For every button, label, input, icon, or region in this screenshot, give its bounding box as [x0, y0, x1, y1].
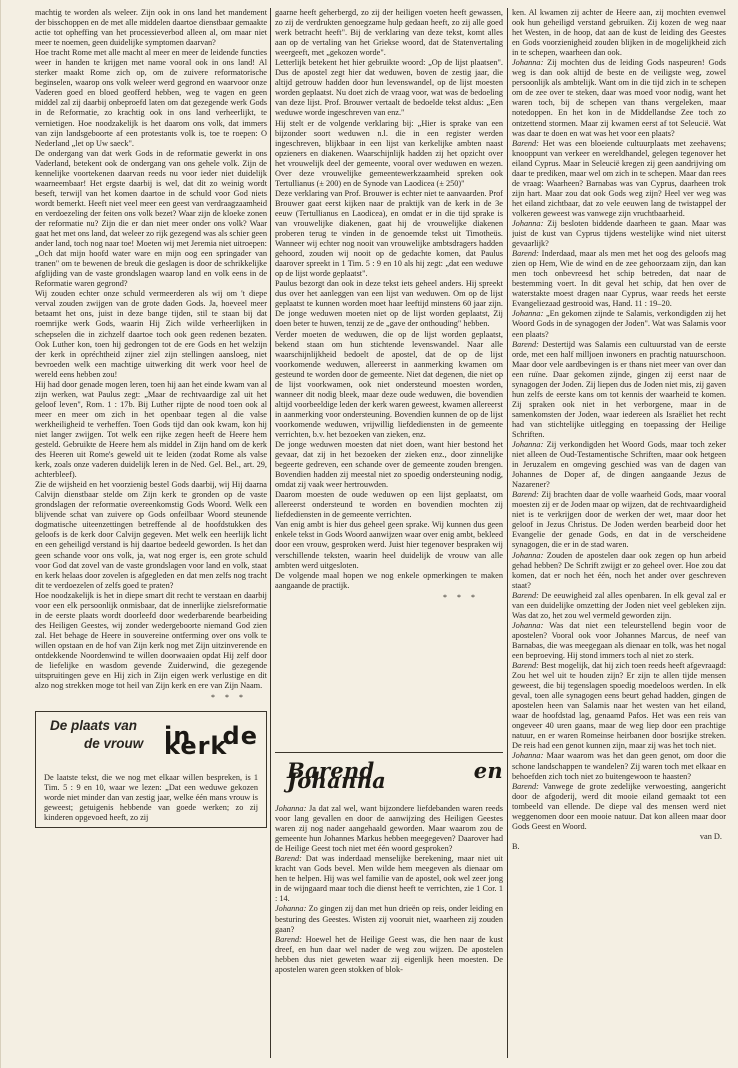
dialog-text: Zouden de apostelen daar ook zegen op hun arbeid gehad hebben? De Schrift zwijgt er zo geheel over. Hoe zou dat komen, dat er noch het één, noch het ander over geschreven staat? — [512, 550, 726, 590]
paragraph: Verder moeten de weduwen, die op de lijst worden geplaatst, bekend staan om hun stichtende levenswandel. Naar alle waarschijnlijkheid bedoelt de apostel, dat de op de lijst voorkomende weduwen, allereerst in aanmerking kwamen om gesteund te worden door de gemeente. Niet dat degenen, die niet op de lijst voorkwamen, ook niet ondersteund moesten worden, wanneer dit nodig bleek, maar deze oude weduwen, die bovendien altijd voorbeeldige leden der kerk waren geweest, kwamen allereerst in aanmerking voor ondersteuning. Bovendien kunnen de op de lijst voorkomende weduwen, vrijwillig liefdediensten in de gemeente verrichten, b.v. het bezoeken van zieken, enz. — [275, 329, 503, 439]
paragraph: De ondergang van dat werk Gods in de reformatie gewerkt in ons Vaderland, betekent ook de ondergang van ons gehele volk. Zijn de kennelijke voortekenen daarvan reeds nu voor ieder niet duidelijk waarneembaar! Het ergste daarbij is wel, dat dit zo weinig wordt beseft, terwijl van het komen daartoe in de schuld voor God niets wordt bemerkt. Heeft niet veel meer een geest van verdraagzaamheid en verdoezeling der feiten ons volk bezet? Waar zijn de kloeke zonen der reformatie nu? Zijn die er dan niet meer onder ons volk? Waar gaat het met ons land, dat weleer zo rijk gezegend was als schier geen ander land, toch nog naar toe! Moeten wij met Jeremia niet uitroepen: „Och dat mijn hoofd water ware en mijn oog een springader van tranen" om te bewenen de breuk die geslagen is door de schrikkelijke afglijding van de vaste grondslagen waarop land en volk eens in de Reformatie waren gegrond? — [35, 148, 267, 289]
dialog-line — [512, 782, 726, 832]
speaker: Barend: — [275, 934, 302, 944]
dialog-line — [512, 309, 726, 339]
dialog-line — [275, 854, 503, 904]
dialog-line — [512, 621, 726, 661]
paragraph: machtig te worden als weleer. Zijn ook in ons land het mandement der bisschoppen en de met alle middelen daartoe dienstbaar gemaakte actie tot opheffing van het processieverbod alleen al, om maar niet meer te noemen, geen duidelijke symptomen daarvan? — [35, 8, 267, 48]
dialog-line — [275, 904, 503, 934]
speaker: Barend: — [512, 490, 539, 500]
column-left — [35, 8, 267, 1058]
dialog-text: Zij besloten biddende daarheen te gaan. Maar was juist de kust van Cyprus tijdens westelijke wind niet uiterst gevaarlijk? — [512, 218, 726, 249]
column-right — [512, 8, 726, 1058]
dialog-line — [512, 440, 726, 490]
signature-initial: B. — [512, 841, 520, 851]
article-text: De laatste tekst, die we nog met elkaar willen bespreken, is 1 Tim. 5 : 9 en 10, waar we lezen: „Dat een weduwe gekozen worde niet minder dan van zestig jaar, welke één mans vrouw is geweest; getuigenis hebbende van goede werken; zo zij kinderen opgevoed heeft, zo zij — [44, 773, 258, 823]
headline-text: Barend en Johanna — [287, 758, 503, 794]
speaker: Johanna: — [275, 804, 307, 813]
section-separator-stars: * * * — [211, 693, 247, 703]
dialog-text: Zij brachten daar de volle waarheid Gods, maar vooral moesten zij er de Joden maar op wijzen, dat de rechtvaardigheid niet is te verkrijgen door de werken der wet, maar door het geloof in Jezus Christus. De Joden werden bearbeid door het Evangelie der genade Gods, en dat in de verscheidene synagogen, die er in de stad waren. — [512, 490, 726, 550]
speaker: Barend: — [512, 781, 539, 791]
dialog-line — [512, 219, 726, 249]
paragraph: De volgende maal hopen we nog enkele opmerkingen te maken aangaande de practijk. — [275, 570, 503, 590]
speaker: Barend: — [512, 339, 539, 349]
paragraph: Daarom moesten de oude weduwen op een lijst geplaatst, om allereerst ondersteund te worden en bovendien mochten zij liefdediensten in de gemeente verrichten. — [275, 490, 503, 520]
speaker: Barend: — [275, 854, 302, 864]
dialog-text: Inderdaad, maar als men met het oog des geloofs mag zien op Hem, Wie de wind en de zee gehoorzaam zijn, dan kan men toch onbevreesd het schip betreden, dat naar de bestemming voert. In dit geval het schip, dat hen over de waterstakte moest dragen naar Cyprus, waar reeds het eerste Evangeliezaad gestrooid was, Hand. 11 : 19–20. — [512, 249, 726, 309]
paragraph: Zie de wijsheid en het voorzienig bestel Gods daarbij, wij Hij daarna Calvijn dienstbaar stelde om Zijn kerk te gronden op de vaste grondslagen der reformatie overeenkomstig Gods Woord. Welk een blijvende schat van zuivere op Gods onfeilbaar Woord steunende dogmatische uiteenzettingen betreffende al de hoofdstukken des geloofs is de kerk door Calvijn gegeven. Met welk een heerlijk licht en een geheiligd verstand is hij daartoe bedeeld geworden. Is het dan geen schande voor ons volk, ja, wat nog erger is, een grote schuld voor God dat zovel van de vaste grondslagen voor land en volk, staat en kerk helaas door zovelen is afgegleden en dat men zelfs nog tracht dit te verdoezelen of zelfs goed te praten? — [35, 480, 267, 590]
dialog-text: Maar waarom was het dan geen genot, om door die schone landschappen te wandelen? Zij waren toch met elkaar en behoefden zich toch niet zo buitengewoon te haasten? — [512, 751, 726, 781]
paragraph: Hij had door genade mogen leren, toen hij aan het einde kwam van al zijn werken, wat Paulus zegt: „Maar de rechtvaardige zal uit het geloof leven", Rom. 1 : 17b. Bij Luther rijpte de nood toen ook al meer en meer om zich in het openbaar tegen al die valse werkheiligheid te verheffen. Toen Gods tijd dan ook kwam, kon hij niet langer zwijgen. Tot welk een rijke zegen heeft de Heere hem gesteld. Gebruikte de Heere hem als middel in Zijn hand om de kerk des Heeren uit Rome's geweld uit te leiden (zodat Rome als valse kerk, zoals onze vaderen duidelijk leren in de Ned. Gel. Bel., art. 29, achterbleef). — [35, 379, 267, 480]
dialog-section-start — [275, 756, 503, 1056]
paragraph: Letterlijk betekent het hier gebruikte woord: „Op de lijst plaatsen". Dus de apostel zegt hier dat weduwen, boven de zestig jaar, die altijd getrouw hadden door hun levenswandel, op de lijst moesten worden geplaatst. Nu doet zich de vraag voor, wat was de bedoeling van deze lijst. Prof. Brouwer vertaalt de bedoelde tekst aldus: „Een weduwe worde ingeschreven van enz." — [275, 58, 503, 118]
dialog-text: Zij mochten dus de leiding Gods naspeuren! Gods weg is dan ook altijd de beste en de veiligste weg, zowel persoonlijk als ambtelijk. Want om in die tijd zich in te schepen om de zee over te steken, daar was moed voor nodig, want het waren toch, bij de schepen van thans vergeleken, maar notedoppen. En het kon in de Middellandse Zee toch zo ontzettend stormen. Maar zij kwamen eerst af tot Seleucië. Wat was daar te doen en wat was het voor een plaats? — [512, 58, 726, 138]
dialog-line — [275, 804, 503, 854]
article-title-big: in de kerk — [164, 722, 258, 761]
dialog-text: „En gekomen zijnde te Salamis, verkondigden zij het Woord Gods in de synagogen der Joden". Wat was Salamis voor een plaats? — [512, 309, 726, 339]
speaker: Barend: — [512, 590, 539, 600]
dialog-text: Destertijd was Salamis een cultuurstad van de eerste orde, met een half milljoen inwoners en prachtig natuurschoon. Maar door vele aardbevingen is er thans niet meer van over dan een ruïne. Daar gekomen zijnde, gingen zij eerst naar de synagogen der Joden. Zij liepen dus de Joden niet mis, zij gaven hun zelfs de eerste kans om tot kennis der waarheid te komen. Zij spraken ook niet in het verborgene, maar in de samenkomsten der Joden, waar iedereen als Israëliet het recht had van stichtelijke uitlegging en toepassing der Heilige Schriften. — [512, 339, 726, 439]
article-box-vrouw — [35, 711, 267, 828]
speaker: Johanna: — [512, 751, 544, 761]
paragraph: Hij stelt er de volgende verklaring bij: „Hier is sprake van een bijzonder soort weduwen n.l. die in een register werden ingeschreven, blijkbaar in een lijst van kerkelijke ambten naast opzieners en diakenen. Waarschijnlijk hadden zij het opzicht over het vrouwelijk deel der gemeente, vooral over weduwen en wezen. Over deze vrouwelijke gemeentewerkzaamheid spreken ook Tertullianus (± 200) en de Synode van Laodicea (± 250)" — [275, 118, 503, 188]
speaker: Johanna: — [512, 440, 544, 450]
speaker: Johanna: — [512, 620, 544, 630]
headline-barend-johanna — [275, 756, 503, 804]
dialog-text: Zo gingen zij dan met hun drieën op reis, onder leiding en besturing des Geestes. Wisten zij vooruit niet, waarheen zij zouden gaan? — [275, 904, 503, 934]
dialog-line — [275, 935, 503, 975]
speaker: Johanna: — [512, 550, 544, 560]
speaker: Johanna: — [512, 309, 544, 319]
paragraph: Hoe tracht Rome met alle macht al meer en meer de leidende functies weer in handen te krijgen met name vooral ook in ons land! Al sterker maakt Rome zich op, om de zuivere reformatorische beginselen, waarop ons volk weleer werd gegrond en waarvoor onze Vaderen goed en bloed geofferd hebben, weg te vagen en geen middel zal zij daarbij onbeproefd laten om dat gezegende werk Gods in de Reformatie, zo krachtig ook in ons land verheerlijkt, te vernietigen. Hoe noodzakelijk is het daarom ons volk, dat immers van zijn landsgeboorte af een protestants volk is, toe te roepen: O Nederland „let op Uw saeck". — [35, 48, 267, 148]
dialog-text: Zij verkondigden het Woord Gods, maar toch zeker niet alleen de Oud-Testamentische Schriften, maar ook hetgeen in Jeruzalem en omgeving geschied was van de dagen van Johannes de Doper af, de dingen aangaande Jezus de Nazarener? — [512, 440, 726, 490]
speaker: Johanna: — [512, 58, 544, 68]
article-title-line1: De plaats van — [50, 718, 138, 734]
column-divider-1 — [270, 8, 271, 1058]
paragraph: Wij zouden echter onze schuld vermeerderen als wij om 't diepe verval zouden zwijgen van de grote daden Gods. Ja, hoeveel meer betaamt het ons, juist in deze bange tijden, stil te staan bij dat roemrijke werk Gods, waarin Hij Zich wilde verheerlijken in schepselen die in zichzelf daartoe toch ook geen redenen bezaten. Ook Luther kon, toen hij gedrongen tot de ere Gods en het welzijn der kerk in opréchtheid zijner ziel zijn stellingen aansloeg, niet bevroeden welk een machtige uitwerking dit werk voor heel de wereld eens hebben zou! — [35, 289, 267, 379]
speaker: Johanna: — [512, 218, 544, 228]
dialog-line — [512, 58, 726, 138]
paragraph: ken. Al kwamen zij achter de Heere aan, zij mochten evenwel ook hun geheiligd verstand gebruiken. Zij kozen de weg naar het Westen, in de hoop, dat aan de kust de leiding des Geestes en Gods voorzienigheid zouden blijken in de mogelijkheid zich in te schepen, waarheen dan ook. — [512, 8, 726, 58]
paragraph: Paulus bezorgt dan ook in deze tekst iets geheel anders. Hij spreekt dus over het aanleggen van een lijst van weduwen. Om op de lijst geplaatst te kunnen worden moet haar leeftijd minstens 60 jaar zijn. De jonge weduwen moeten niet op de lijst worden geplaatst, Zij doen beter te huwen, tenzij ze de „gave der onthouding" hebben. — [275, 279, 503, 329]
speaker: Barend: — [512, 249, 539, 259]
paragraph: gaarne heeft geherbergd, zo zij der heiligen voeten heeft gewassen, zo zij de verdrukten genoegzame hulp gedaan heeft, zo zij alle goed werk betracht heeft". Bij de verklaring van deze tekst, komt alles aan op de vertaling van het Griekse woord, dat de Statenvertaling weergeeft, met „gekozen worde". — [275, 8, 503, 58]
speaker: Barend: — [512, 138, 539, 148]
article-title — [44, 718, 258, 773]
dialog-text: Ja dat zal wel, want bijzondere liefdebanden waren reeds voor lang gevallen en door de aanwijzing des Heiligen Geestes waren zij nog nader aangehaald geworden. Maar waarom zou de gemeente hun Johannes Markus hebben meegegeven? Daarover had de Heilige Geest toch niet met één woord gesproken? — [275, 804, 503, 854]
dialog-text: Dat was inderdaad menselijke berekening, maar niet uit kracht van Gods bevel. Men wilde hem meegeven als dienaar om hen te helpen. Hij was wel familie van de apostel, ook wel zeer jong in de wijngaard maar toch die dienst heeft te verrichten, zie 1 Cor. 1 : 14. — [275, 854, 503, 904]
speaker: Johanna: — [275, 904, 307, 914]
dialog-line — [512, 340, 726, 440]
dialog-line — [512, 591, 726, 621]
dialog-line — [512, 751, 726, 781]
dialog-line — [512, 551, 726, 591]
dialog-line — [512, 139, 726, 219]
dialog-line — [512, 249, 726, 309]
speaker: Barend: — [512, 661, 539, 671]
dialog-text: Het was een bloeiende cultuurplaats met zeehavens; knooppunt van verkeer en wereldhandel, gelegen tegenover het eiland Cyprus. Maar in Seleucië kregen zij geen aandrijving om daar te prediken, maar wel om zich in te schepen. Maar dan rees de vraag: Waarheen? Barnabas was van Cyprus, daarheen trok zijn hart. Maar zou dat ook Gods weg zijn? Heel ver weg was het eiland zichtbaar, dat zo vele eeuwen lang de twistappel der volkeren geweest was vanwege zijn vruchtbaarheid. — [512, 138, 726, 218]
paragraph: Hoe noodzakelijk is het in diepe smart dit recht te verstaan en daarbij voor een elk persoonlijk onmisbaar, dat de innerlijke zielsreformatie in de eerste plaats wordt doorleefd door wederbarende bearbeiding des Heiligen Geestes, wij zonder wedergeboorte niemand God zien zal. Het behage de Heere in souvereine ontferming over ons volk te willen opstaan en de hof van Zijn kerk nog met Zijn uitzinverende en ontdekkende Noordenwind te willen doorwaaien opdat Hij zelf door de liefelijke en wasdom gevende Zuiderwind, die gezegende uitspruitingen geve en Hij zich in Zijn eigen werk verlustige en dit alzo nog strekken moge tot heil van Zijn kerk en ere van Zijn Naam. — [35, 590, 267, 691]
dialog-text: Hoewel het de Heilige Geest was, die hen naar de kust dreef, en hun daar wel nader de weg zou wijzen. De apostelen hebben dus niet geweten waar zij eigenlijk heen moesten. De apostelen waren geen stokken of blok- — [275, 934, 503, 974]
column-divider-2 — [507, 8, 508, 1058]
dialog-text: Best mogelijk, dat hij zich toen reeds heeft afgevraagd: Zou het wel uit te houden zijn? Er zijn te allen tijde mensen geweest, die bij tegenslagen spoedig moedeloos werden. In elk geval, toen alle synagogen eens beurt gehad hadden, gingen de apostelen heen van Salamis naar het westen van het eiland, waar de hoofdstad lag, genaamd Pafos. Het was een reis van ongeveer 40 uren gaans, maar de weg liep door een prachtige natuur, en er waren Romeinse heirbanen door bosrijke streken. De reis had een genot kunnen zijn, maar zij was het toch niet. — [512, 661, 726, 751]
signature-name: van D. — [699, 831, 722, 841]
article-title-line2: de vrouw — [84, 736, 144, 752]
paragraph: Van enig ambt is hier dus geheel geen sprake. Wij kunnen dus geen enkele tekst in Gods Woord aanwijzen waar over enig ambt, bekleed door een vrouw, gesproken werd. Juist hier tegenover bespraken wij verschillende teksten, waarin heel duidelijk de vrouw van alle ambten werd uitgesloten. — [275, 520, 503, 570]
paragraph: Deze verklaring van Prof. Brouwer is echter niet te aanvaarden. Prof Brouwer gaat eerst kijken naar de praktijk van de kerk in de 3e eeuw (Tertullianus en Laodicea), en omdat er in die tijd sprake is van vrouwelijke diakenen, gaat hij de vrouwelijke diakenen proberen terug te vinden in de genoemde tekst uit Timotheüs. Wanneer wij echter nog nooit van vrouwelijke ambtsdragers hadden gehoord, zouden wij nooit op de gedachte komen, dat Paulus daarover spreekt in 1 Tim. 5 : 9 en 10 als hij zegt: „dat een weduwe op de lijst worde geplaatst". — [275, 188, 503, 279]
dialog-line — [512, 490, 726, 550]
section-rule — [275, 752, 503, 753]
dialog-text: Was dat niet een teleurstellend begin voor de apostelen? Vooral ook voor Johannes Marcus, de neef van Barnabas, die was meegegaan als dienaar en tolk, was het nogal een beproeving. Hij stond immers toch al niet zo sterk. — [512, 620, 726, 660]
section-separator-stars: * * * — [443, 592, 479, 602]
dialog-text: De eeuwigheid zal alles openbaren. In elk geval zal er van een duidelijke omzetting der Joden niet veel gebleken zijn. Was dat zo, het zou wel vermeld geworden zijn. — [512, 590, 726, 620]
dialog-line — [512, 661, 726, 751]
column-middle — [275, 8, 503, 748]
paragraph: De jonge weduwen moesten dat niet doen, want hier bestond het gevaar, dat zij in het bezoeken der zieken enz., door zinnelijke begeerte gedreven, een schande over de gemeente zouden brengen. Bovendien hadden zij meestal niet zo spoedig ondersteuning nodig, omdat zij vaak weer hertrouwden. — [275, 440, 503, 490]
dialog-text: Vanwege de grote zedelijke verwoesting, aangericht door de afgoderij, werd dit mooie eiland gemaakt tot een tombeeld van ellende. De diepe val des mensen werd niet weggenomen door een mooie natuur. Dat kon alleen maar door Gods Geest en Woord. — [512, 781, 726, 831]
